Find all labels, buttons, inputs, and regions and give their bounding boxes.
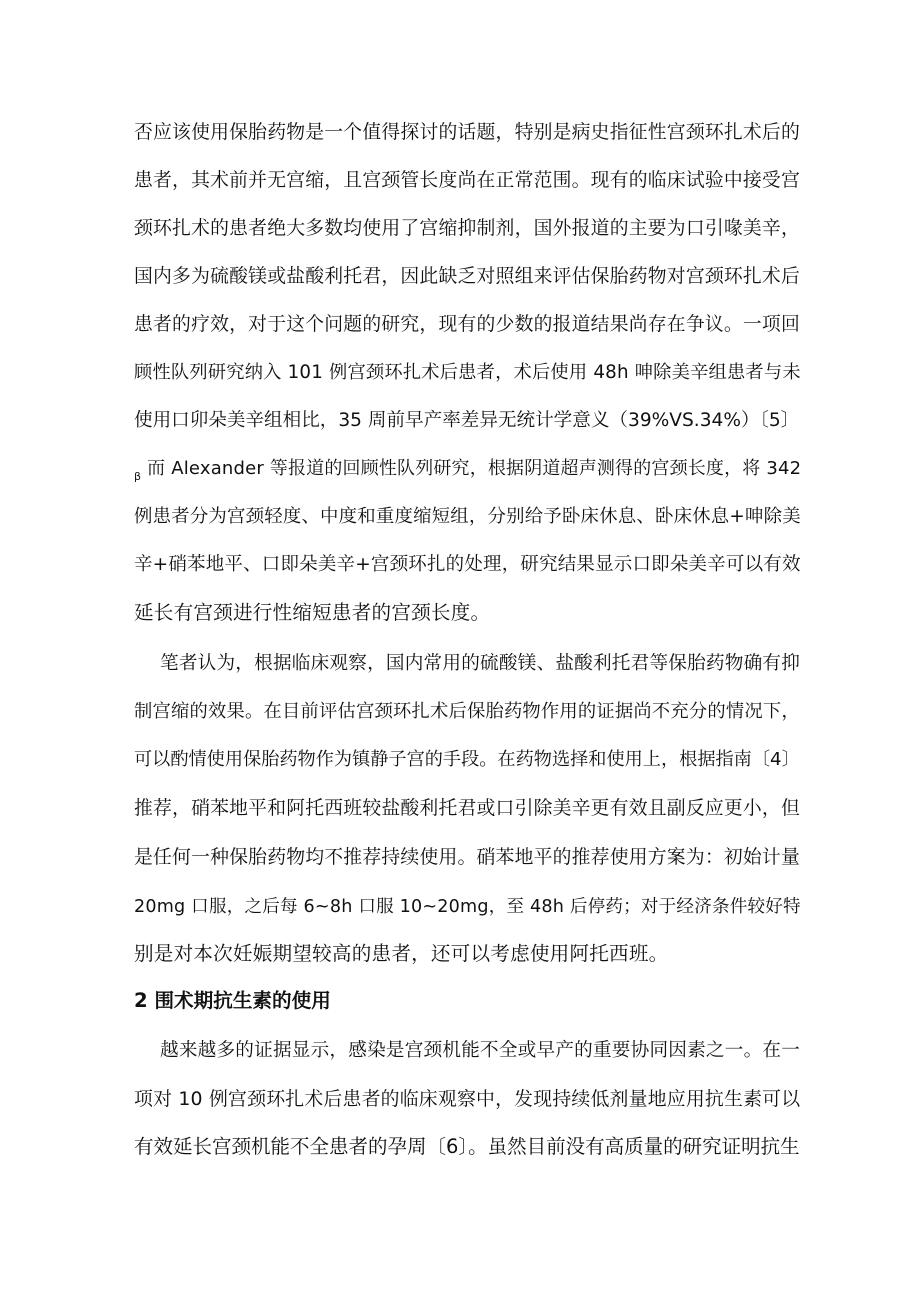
paragraph-2-line-7: 别是对本次妊娠期望较高的患者，还可以考虑使用阿托西班。 xyxy=(134,942,669,965)
paragraph-1-line-4: 国内多为硫酸镁或盐酸利托君，因此缺乏对照组来评估保胎药物对宫颈环扎术后 xyxy=(134,266,800,287)
section-heading: 2 围术期抗生素的使用 xyxy=(134,989,331,1012)
paragraph-1-line-6: 顾性队列研究纳入 101 例宫颈环扎术后患者，术后使用 48h 呻除美辛组患者与未 xyxy=(134,362,801,383)
paragraph-1-line-5: 患者的疗效，对于这个问题的研究，现有的少数的报道结果尚存在争议。一项回 xyxy=(134,314,800,335)
paragraph-2-line-1: 笔者认为，根据临床观察，国内常用的硫酸镁、盐酸利托君等保胎药物确有抑 xyxy=(160,653,801,674)
footnote-marker: β xyxy=(134,470,142,483)
paragraph-1-line-1: 否应该使用保胎药物是一个值得探讨的话题，特别是病史指征性宫颈环扎术后的 xyxy=(134,122,800,143)
paragraph-1-line-8-text: 而 Alexander 等报道的回顾性队列研究，根据阴道超声测得的宫颈长度，将 342 xyxy=(147,458,802,479)
paragraph-1-line-7: 使用口卯朵美辛组相比，35 周前早产率差异无统计学意义（39%VS.34%）〔5〕 xyxy=(134,410,800,431)
paragraph-2-line-3: 可以酌情使用保胎药物作为镇静子宫的手段。在药物选择和使用上，根据指南〔4〕 xyxy=(134,749,800,770)
paragraph-3-line-1: 越来越多的证据显示，感染是宫颈机能不全或早产的重要协同因素之一。在一 xyxy=(160,1040,801,1061)
paragraph-1-line-3: 颈环扎术的患者绝大多数均使用了宫缩抑制剂，国外报道的主要为口引喙美辛， xyxy=(134,218,800,239)
paragraph-2-line-5: 是任何一种保胎药物均不推荐持续使用。硝苯地平的推荐使用方案为：初始计量 xyxy=(134,847,800,868)
paragraph-2-line-6: 20mg 口服，之后每 6~8h 口服 10~20mg，至 48h 后停药；对于经济条件较好特 xyxy=(134,897,801,917)
paragraph-1-line-2: 患者，其术前并无宫缩，且宫颈管长度尚在正常范围。现有的临床试验中接受宫 xyxy=(134,170,800,191)
paragraph-1-line-9: 例患者分为宫颈轻度、中度和重度缩短组，分别给予卧床休息、卧床休息+呻除美 xyxy=(134,506,801,527)
paragraph-3-line-2: 项对 10 例宫颈环扎术后患者的临床观察中，发现持续低剂量地应用抗生素可以 xyxy=(134,1088,801,1110)
paragraph-1-line-11: 延长有宫颈进行性缩短患者的宫颈长度。 xyxy=(134,601,491,624)
paragraph-1-line-10: 辛+硝苯地平、口即朵美辛+宫颈环扎的处理，研究结果显示口即朵美辛可以有效 xyxy=(134,554,801,575)
paragraph-3-line-3: 有效延长宫颈机能不全患者的孕周〔6〕。虽然目前没有高质量的研究证明抗生 xyxy=(134,1135,800,1158)
paragraph-1-line-8 xyxy=(134,457,801,489)
paragraph-2-line-4: 推荐，硝苯地平和阿托西班较盐酸利托君或口引除美辛更有效且副反应更小，但 xyxy=(134,798,800,819)
paragraph-2-line-2: 制宫缩的效果。在目前评估宫颈环扎术后保胎药物作用的证据尚不充分的情况下， xyxy=(134,701,800,722)
